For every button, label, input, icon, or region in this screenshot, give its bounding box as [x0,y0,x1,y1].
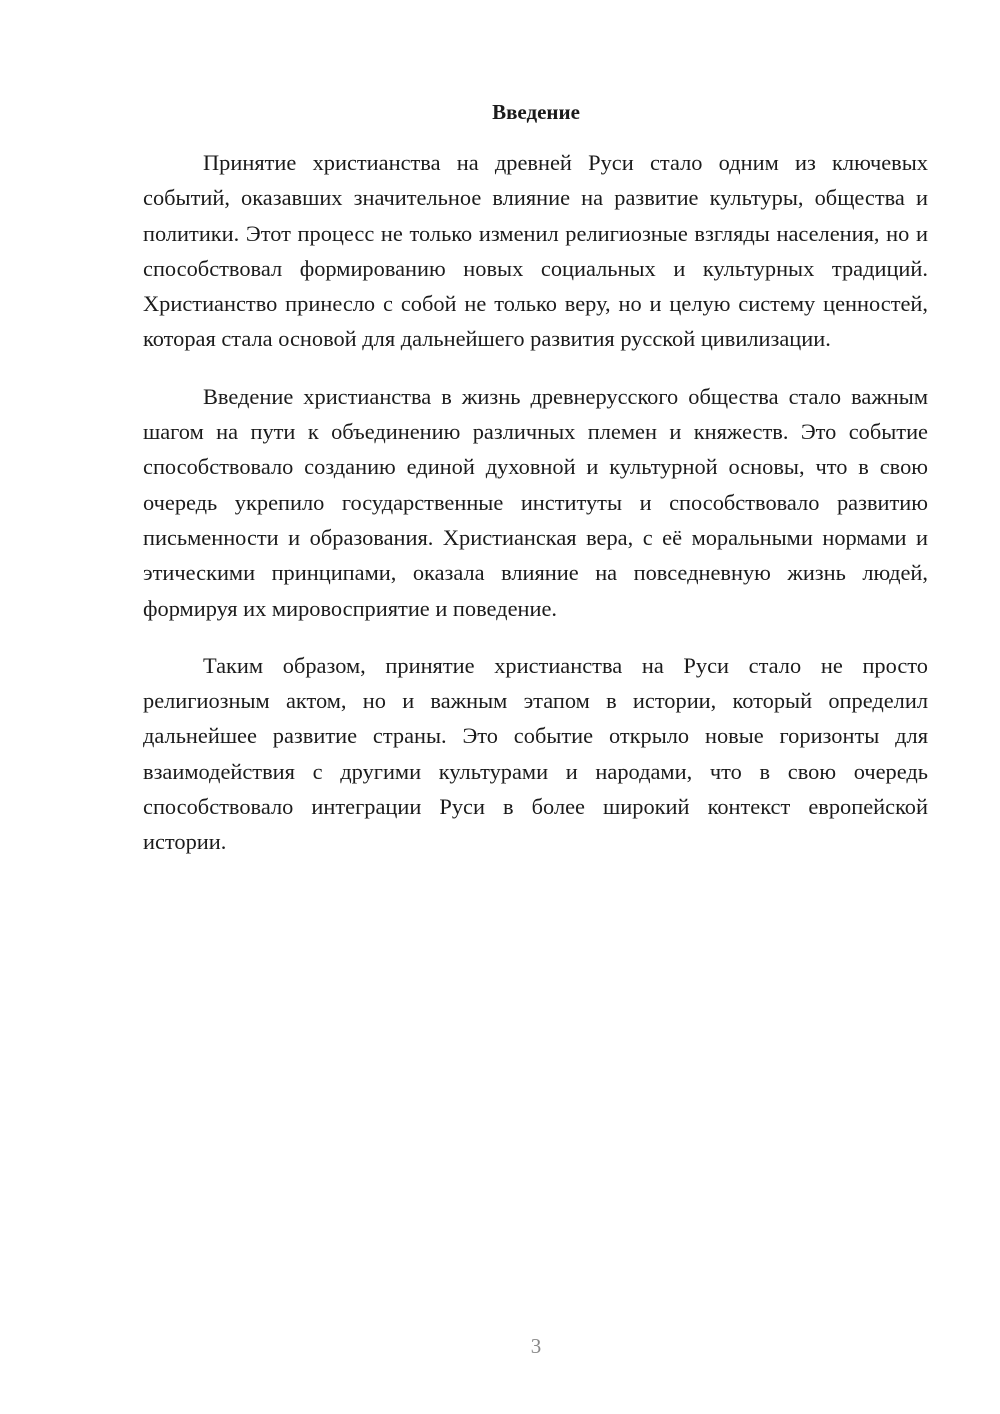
paragraph-1: Принятие христианства на древней Руси стало одним из ключевых событий, оказавших значительное влияние на развитие культуры, общества и политики. Этот процесс не только изменил религиозные взгляды населения, но и способствовал формированию новых социальных и культурных традиций. Христианство принесло с собой не только веру, но и целую систему ценностей, которая стала основой для дальнейшего развития русской цивилизации. [143,150,928,352]
page-number: 3 [530,1334,542,1358]
paragraph-3: Таким образом, принятие христианства на Руси стало не просто религиозным актом, но и важным этапом в истории, который определил дальнейшее развитие страны. Это событие открыло новые горизонты для взаимодействия с другими культурами и народами, что в свою очередь способствовало интеграции Руси в более широкий контекст европейской истории. [143,652,928,855]
body-text [143,145,928,882]
section-title: Введение [492,100,580,124]
paragraph-2: Введение христианства в жизнь древнерусского общества стало важным шагом на пути к объединению различных племен и княжеств. Это событие способствовало созданию единой духовной и культурной основы, что в свою очередь укрепило государственные институты и способствовало развитию письменности и образования. Христианская вера, с её моральными нормами и этическими принципами, оказала влияние на повседневную жизнь людей, формируя их мировосприятие и поведение. [143,383,928,621]
